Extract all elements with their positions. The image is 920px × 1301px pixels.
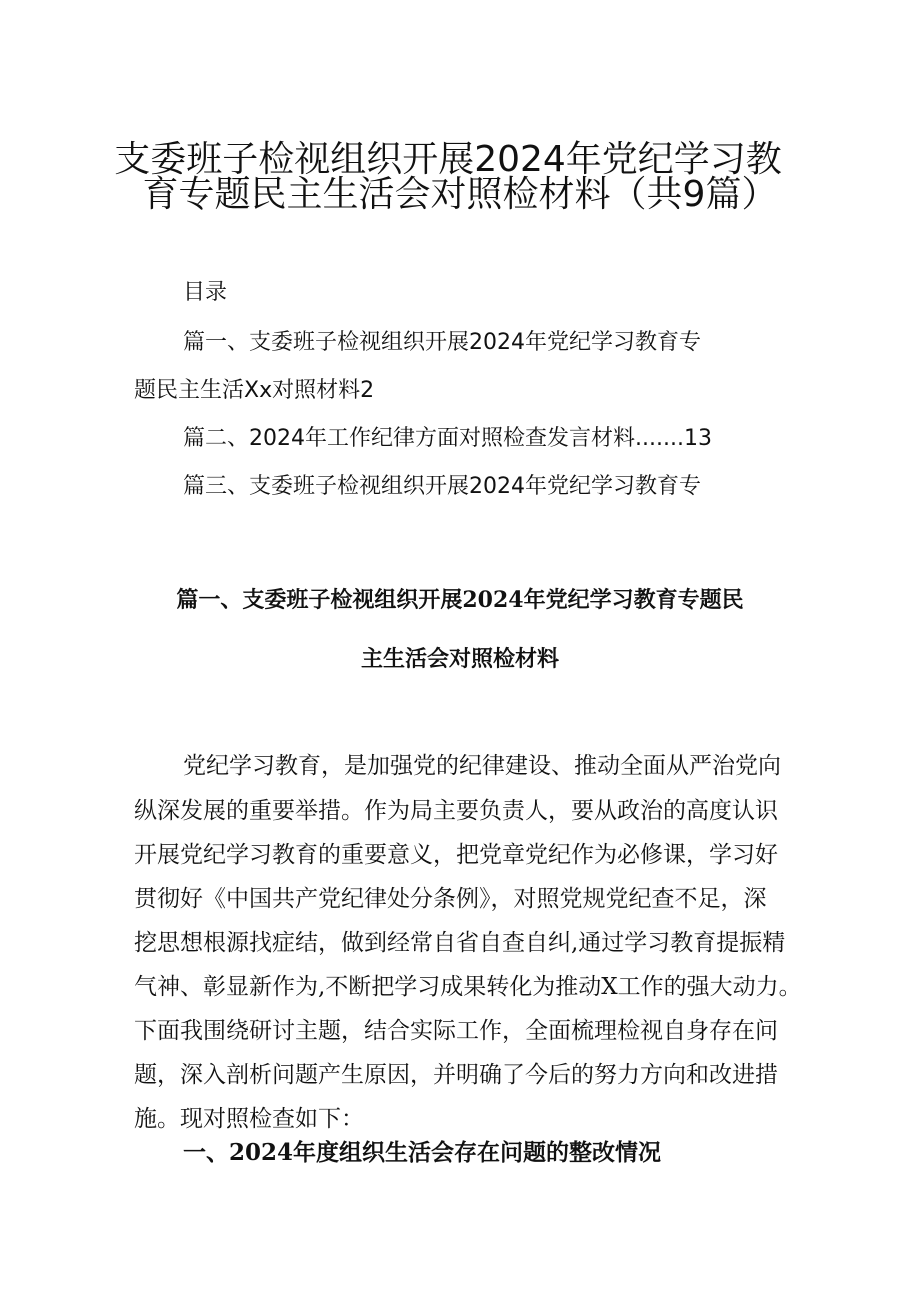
paragraph-line: 纵深发展的重要举措。作为局主要负责人，要从政治的高度认识 (134, 798, 778, 824)
toc-entry-3[interactable]: 篇三、支委班子检视组织开展2024年党纪学习教育专 (183, 474, 701, 499)
toc-entry-1-continued[interactable]: 题民主生活Xx对照材料2 (134, 378, 375, 403)
section-title-line-2: 主生活会对照检材料 (360, 646, 559, 672)
section-subheading: 一、2024年度组织生活会存在问题的整改情况 (183, 1139, 662, 1166)
document-title-line-1: 支委班子检视组织开展2024年党纪学习教 (114, 139, 782, 180)
paragraph-line: 挖思想根源找症结，做到经常自省自查自纠,通过学习教育提振精 (134, 930, 786, 956)
section-title-line-1: 篇一、支委班子检视组织开展2024年党纪学习教育专题民 (176, 587, 744, 613)
toc-entry-2[interactable]: 篇二、2024年工作纪律方面对照检查发言材料.......13 (183, 426, 712, 451)
paragraph-line: 贯彻好《中国共产党纪律处分条例》，对照党规党纪查不足，深 (134, 886, 767, 912)
toc-heading: 目录 (183, 280, 228, 305)
paragraph-line: 施。现对照检查如下： (134, 1106, 364, 1132)
paragraph-line: 下面我围绕研讨主题，结合实际工作，全面梳理检视自身存在问 (134, 1018, 778, 1044)
paragraph-line: 题，深入剖析问题产生原因，并明确了今后的努力方向和改进措 (134, 1062, 778, 1088)
toc-entry-1[interactable]: 篇一、支委班子检视组织开展2024年党纪学习教育专 (183, 330, 701, 355)
document-title-line-2: 育专题民主生活会对照检材料（共9篇） (142, 174, 778, 215)
paragraph-line: 党纪学习教育，是加强党的纪律建设、推动全面从严治党向 (183, 753, 781, 779)
paragraph-line: 气神、彰显新作为,不断把学习成果转化为推动X工作的强大动力。 (134, 974, 802, 1000)
paragraph-line: 开展党纪学习教育的重要意义，把党章党纪作为必修课，学习好 (134, 842, 778, 868)
